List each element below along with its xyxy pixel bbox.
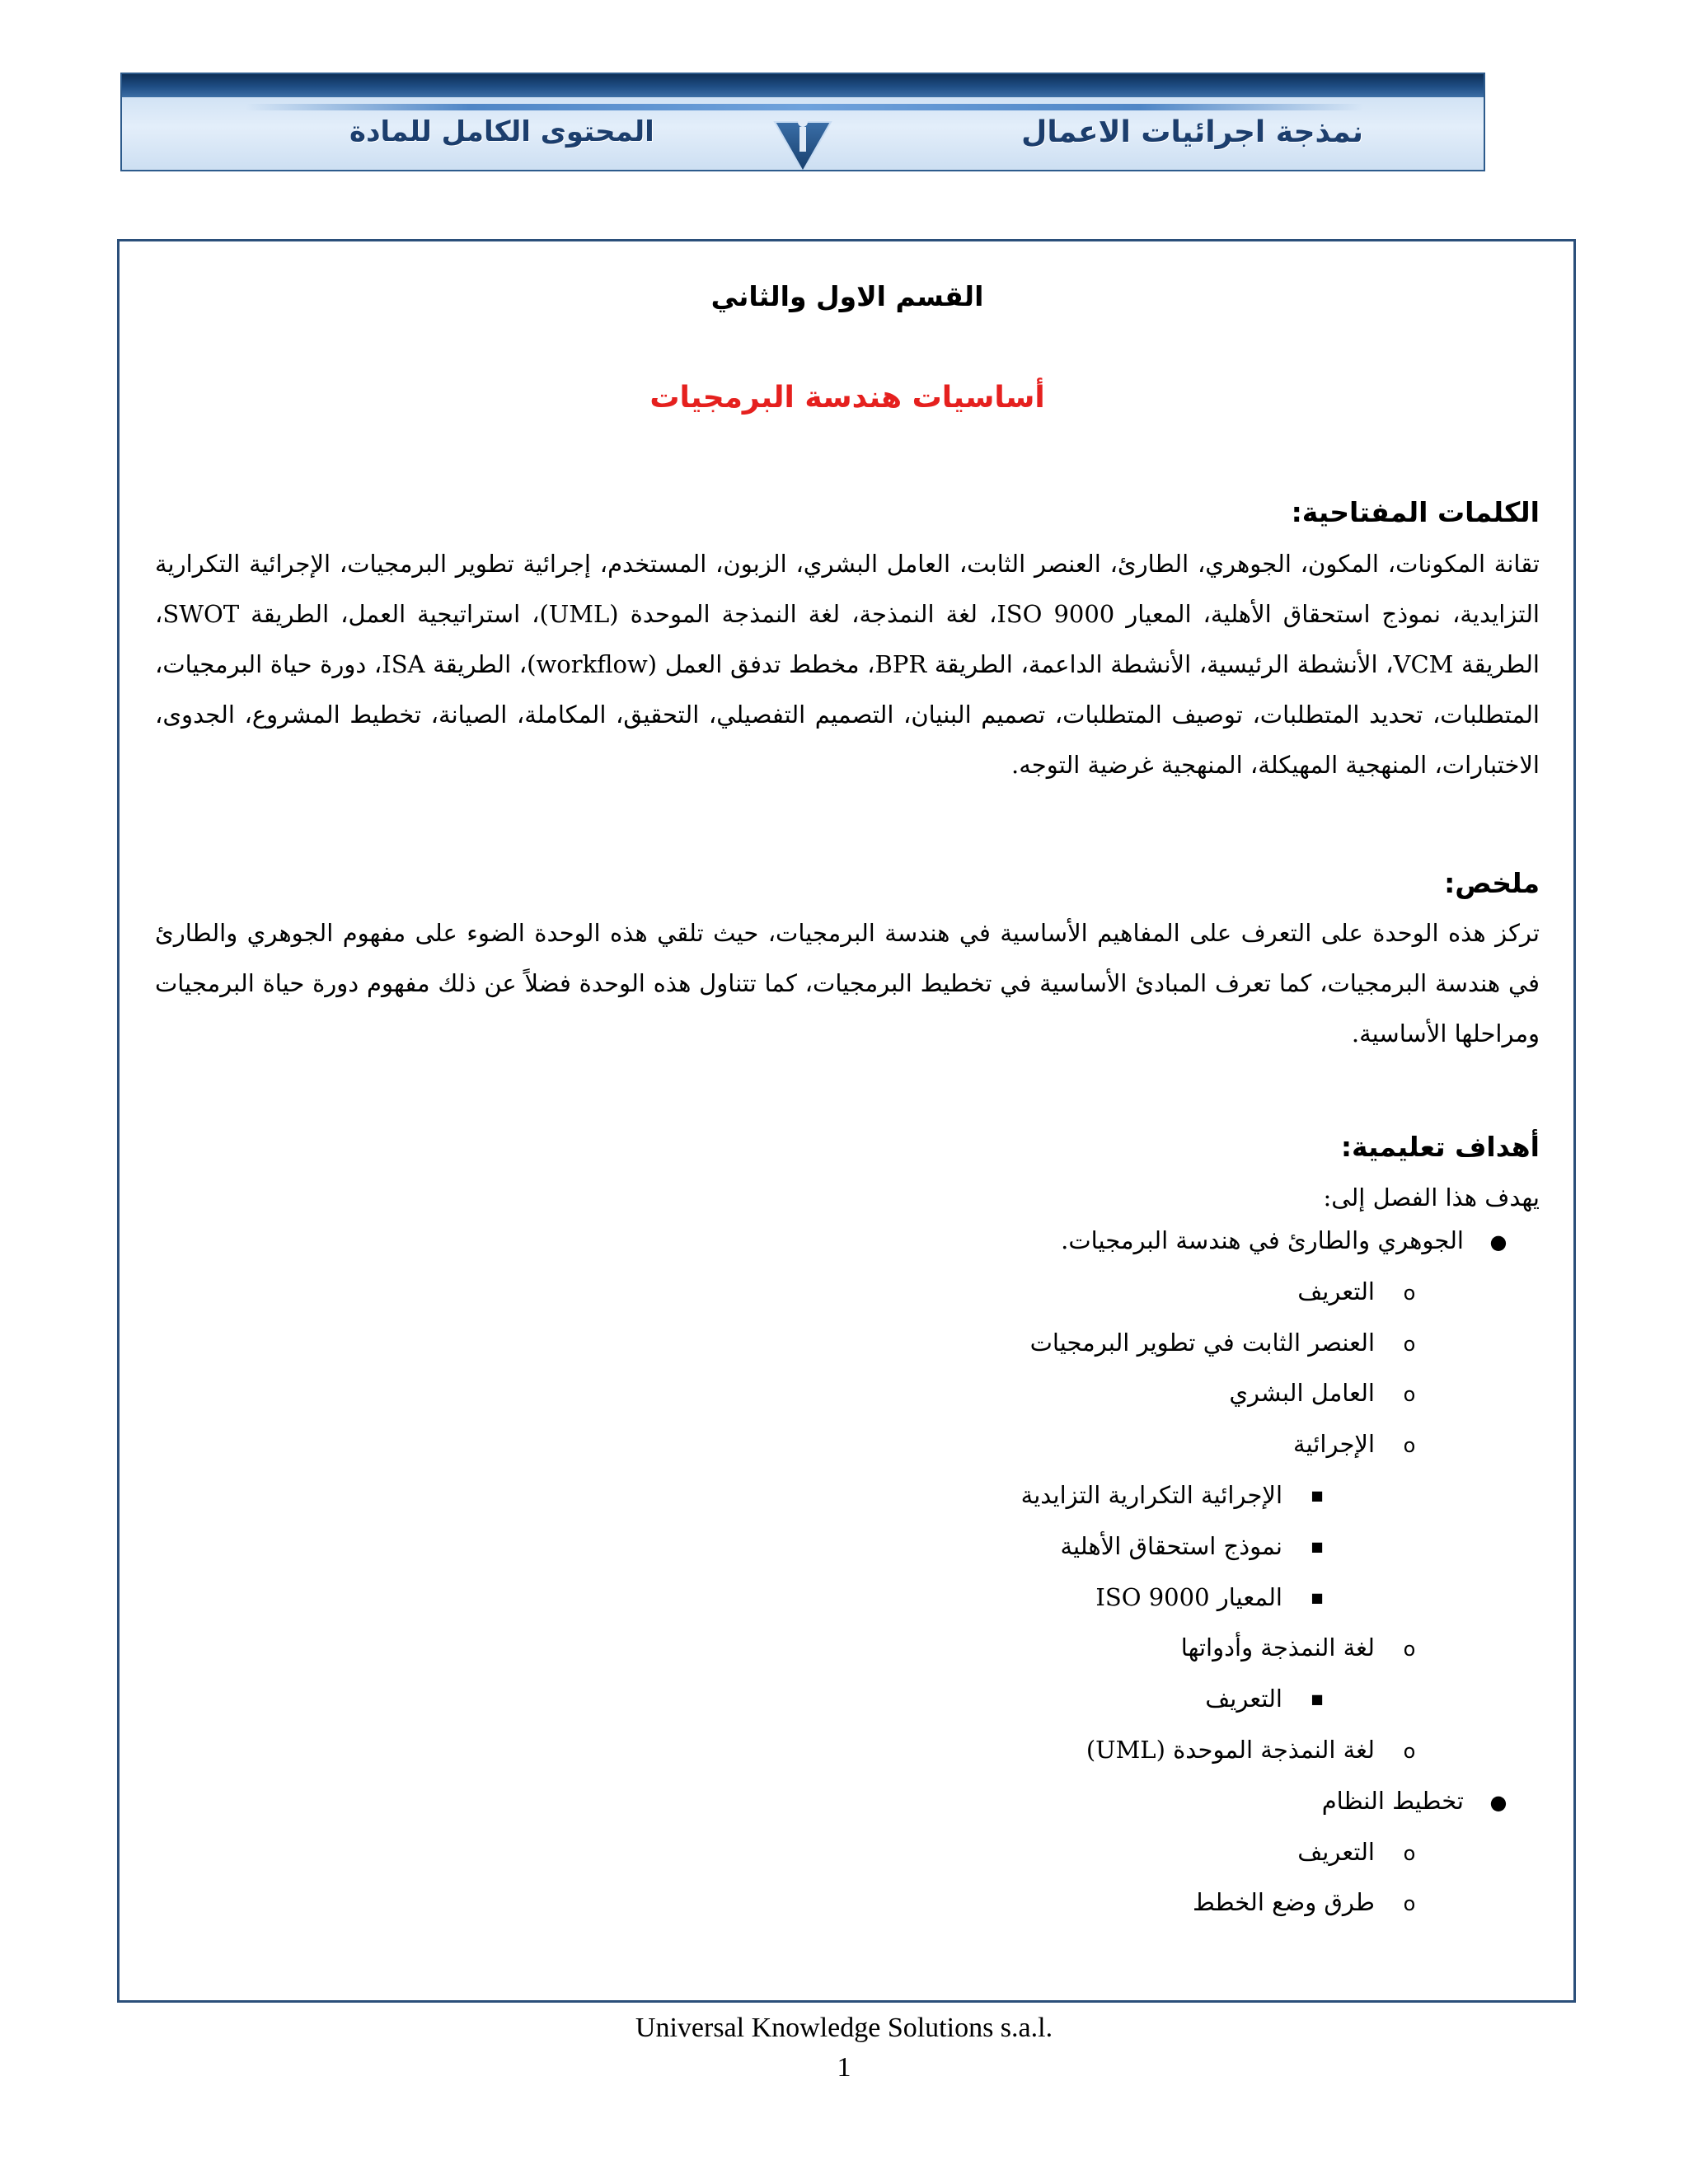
objective-item-text: لغة النمذجة الموحدة (UML) [1085,1736,1375,1764]
objective-item [1297,1838,1426,1866]
objective-item-text: العامل البشري [1229,1379,1375,1407]
objective-item-text: الإجرائية [1293,1430,1375,1458]
objective-item [1086,1736,1426,1764]
bullet-dot-icon: ● [1489,1230,1507,1254]
objective-item [1229,1379,1426,1407]
objective-item [1293,1430,1426,1458]
objective-item-text: الجوهري والطارئ في هندسة البرمجيات. [1061,1226,1464,1254]
objective-item-text: تخطيط النظام [1321,1787,1464,1815]
circle-bullet-icon: o [1403,1383,1416,1406]
objective-item [1193,1888,1426,1916]
circle-bullet-icon: o [1403,1842,1416,1865]
footer-company: Universal Knowledge Solutions s.a.l. [635,2013,1053,2043]
header-title-left: المحتوى الكامل للمادة [349,115,654,148]
objective-item [1205,1685,1334,1713]
bullet-dot-icon: ● [1489,1791,1507,1814]
circle-bullet-icon: o [1403,1434,1416,1457]
objective-item-text: التعريف [1297,1838,1375,1866]
objective-item [1095,1583,1334,1611]
objective-item-text: نموذج استحقاق الأهلية [1060,1532,1282,1560]
summary-text: تركز هذه الوحدة على التعرف على المفاهيم الأساسية في هندسة البرمجيات، حيث تلقي هذه الوحدة الضوء على مفهوم الجوهري والطارئ في هندسة البرمجيات، كما تعرف المبادئ الأساسية في تخطيط البرمجيات، كما تتناول هذه الوحدة فضلاً عن ذلك مفهوم دورة حياة البرمجيات ومراحلها الأساسية. [155,919,1540,1047]
objective-item-text: العنصر الثابت في تطوير البرمجيات [1029,1329,1375,1357]
header-title-right: نمذجة اجرائيات الاعمال [1021,115,1363,149]
downward-triangle-emblem-icon [773,119,832,171]
summary-heading: ملخص: [1444,867,1540,899]
objective-item [1030,1329,1426,1357]
objective-item-text: طرق وضع الخطط [1192,1888,1375,1916]
objective-item [1181,1633,1426,1661]
objective-item-text: لغة النمذجة وأدواتها [1180,1633,1375,1661]
page-number: 1 [837,2052,851,2083]
objective-item-text: المعيار ISO 9000 [1095,1583,1282,1611]
square-bullet-icon: ■ [1311,1691,1324,1707]
banner-shine-stripe [246,104,1363,110]
objective-item [1021,1481,1334,1509]
square-bullet-icon: ■ [1311,1590,1324,1605]
objectives-intro: يهدف هذا الفصل إلى: [1323,1183,1540,1212]
objective-item [1297,1277,1426,1305]
header-banner [120,73,1485,171]
circle-bullet-icon: o [1403,1892,1416,1915]
objective-item-text: الإجرائية التكرارية التزايدية [1020,1481,1282,1509]
objective-item [1322,1787,1515,1815]
circle-bullet-icon: o [1403,1282,1416,1305]
keywords-heading: الكلمات المفتاحية: [1291,496,1540,528]
circle-bullet-icon: o [1403,1740,1416,1763]
main-title: أساسيات هندسة البرمجيات [649,381,1045,415]
objectives-heading: أهداف تعليمية: [1340,1131,1540,1163]
objective-item-text: التعريف [1205,1685,1282,1713]
objective-item [1060,1532,1334,1560]
circle-bullet-icon: o [1403,1333,1416,1356]
objective-item [1061,1226,1515,1254]
circle-bullet-icon: o [1403,1638,1416,1661]
objective-item-text: التعريف [1297,1277,1375,1305]
banner-top-stripe [122,74,1484,97]
square-bullet-icon: ■ [1311,1488,1324,1503]
square-bullet-icon: ■ [1311,1539,1324,1554]
section-title: القسم الاول والثاني [710,280,984,312]
keywords-text: تقانة المكونات، المكون، الجوهري، الطارئ، العنصر الثابت، العامل البشري، الزبون، المستخدم، إجرائية تطوير البرمجيات، الإجرائية التكرارية التزايدية، نموذج استحقاق الأهلية، المعيار ISO 9000، لغة النمذجة، لغة النمذجة الموحدة (UML)، استراتيجية العمل، الطريقة SWOT، الطريقة VCM، الأنشطة الرئيسية، الأنشطة الداعمة، الطريقة BPR، مخطط تدفق العمل (workflow)، الطريقة ISA، دورة حياة البرمجيات، المتطلبات، تحديد المتطلبات، توصيف المتطلبات، تصميم البنيان، التصميم التفصيلي، التحقيق، المكاملة، الصيانة، تخطيط المشروع، الجدوى، الاختبارات، المنهجية المهيكلة، المنهجية غرضية التوجه. [155,550,1540,779]
